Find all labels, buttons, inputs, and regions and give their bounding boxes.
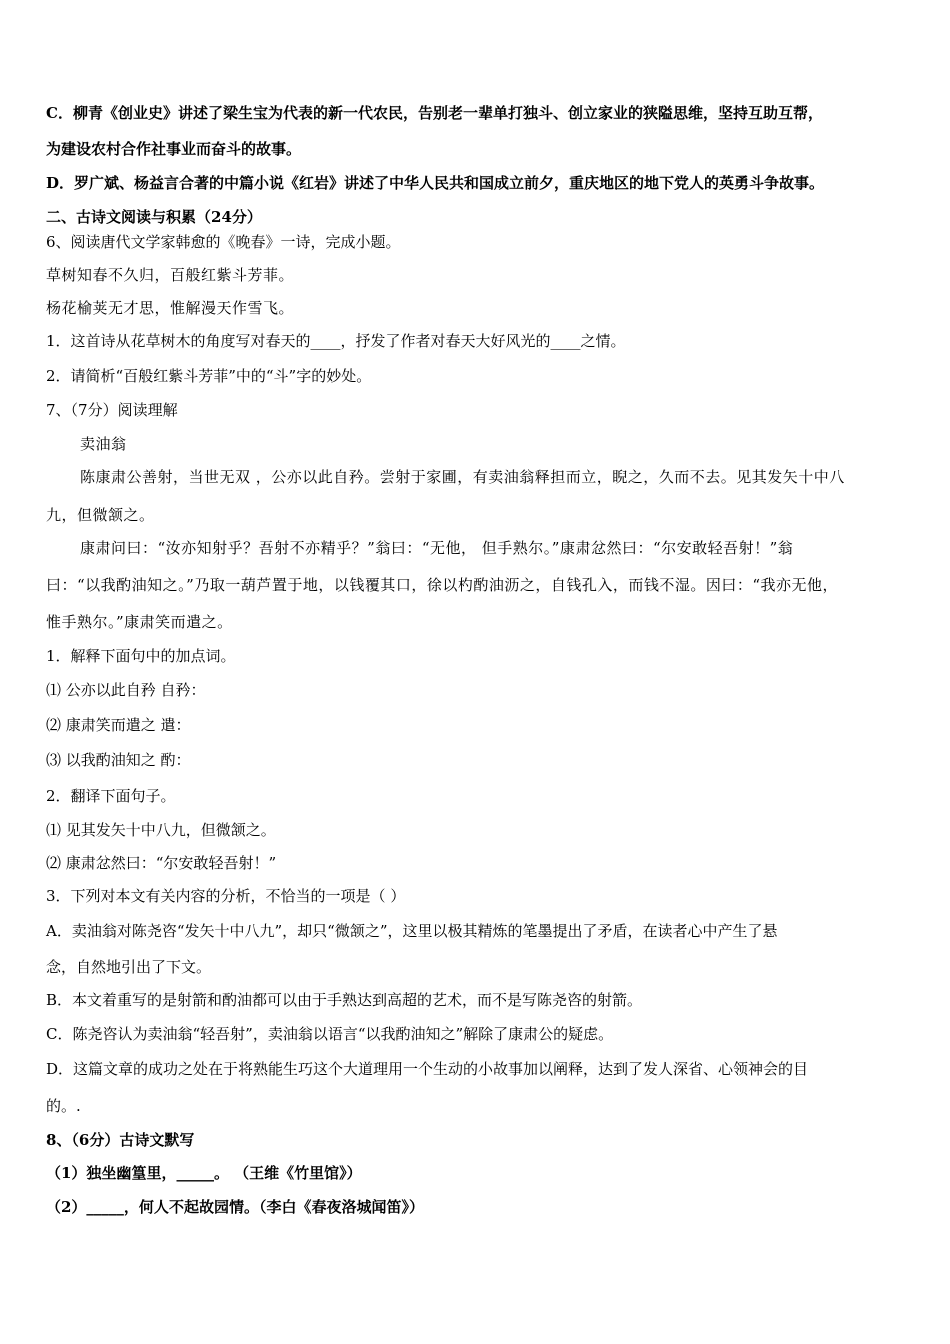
question-6-2: 2．请简析“百般红紫斗芳菲”中的“斗”字的妙处。 [46, 367, 372, 385]
question-7-1-c: ⑶ 以我酌油知之 酌： [46, 751, 191, 769]
question-8: 8、（6分）古诗文默写 [46, 1131, 195, 1149]
question-7-1-b: ⑵ 康肃笑而遣之 遣： [46, 716, 191, 734]
question-7-3: 3．下列对本文有关内容的分析，不恰当的一项是（ ） [46, 887, 406, 905]
option-c-line-1: C．柳青《创业史》讲述了梁生宝为代表的新一代农民，告别老一辈单打独斗、创立家业的狭隘思维，坚持互助互帮， [46, 104, 823, 122]
passage-p1-line-2: 九，但微颔之。 [46, 506, 155, 524]
option-b: B．本文着重写的是射箭和酌油都可以由于手熟达到高超的艺术，而不是写陈尧咨的射箭。 [46, 991, 643, 1009]
question-6: 6、阅读唐代文学家韩愈的《晚春》一诗，完成小题。 [46, 233, 401, 251]
option-a-line-2: 念，自然地引出了下文。 [46, 958, 212, 976]
passage-p1-line-1: 陈康肃公善射，当世无双 ，公亦以此自矜。尝射于家圃，有卖油翁释担而立，睨之，久而不去。见其发矢十中八 [80, 468, 845, 486]
poem-line-2: 杨花榆荚无才思，惟解漫天作雪飞。 [46, 299, 295, 317]
question-6-1: 1．这首诗从花草树木的角度写对春天的____，抒发了作者对春天大好风光的____之情。 [46, 332, 626, 350]
passage-p2-line-2: 曰：“以我酌油知之。”乃取一葫芦置于地，以钱覆其口，徐以杓酌油沥之，自钱孔入，而钱不湿。因曰：“我亦无他， [46, 576, 839, 594]
option-a-line-1: A．卖油翁对陈尧咨“发矢十中八九”，却只“微颔之”，这里以极其精炼的笔墨提出了矛盾，在读者心中产生了悬 [46, 922, 778, 940]
question-7-1-a: ⑴ 公亦以此自矜 自矜： [46, 681, 206, 699]
passage-p2-line-3: 惟手熟尔。”康肃笑而遣之。 [46, 613, 233, 631]
option-d-line-2: 的。. [46, 1097, 81, 1115]
option-d-line-1: D．这篇文章的成功之处在于将熟能生巧这个大道理用一个生动的小故事加以阐释，达到了发人深省、心领神会的目 [46, 1060, 809, 1078]
question-8-2: （2）_____，何人不起故园情。（李白《春夜洛城闻笛》） [46, 1198, 424, 1216]
section-heading: 二、古诗文阅读与积累（24分） [46, 208, 262, 226]
option-c-line-2: 为建设农村合作社事业而奋斗的故事。 [46, 140, 302, 158]
passage-p2-line-1: 康肃问曰：“汝亦知射乎？吾射不亦精乎？”翁曰：“无他， 但手熟尔。”康肃忿然曰：“尔安敢轻吾射！”翁 [80, 539, 794, 557]
question-7-2-b: ⑵ 康肃忿然曰：“尔安敢轻吾射！” [46, 854, 277, 872]
question-8-1: （1）独坐幽篁里，_____。 （王维《竹里馆》） [46, 1164, 362, 1182]
question-7-1: 1．解释下面句中的加点词。 [46, 647, 236, 665]
option-d-line: D．罗广斌、杨益言合著的中篇小说《红岩》讲述了中华人民共和国成立前夕，重庆地区的地下党人的英勇斗争故事。 [46, 174, 825, 192]
poem-line-1: 草树知春不久归，百般红紫斗芳菲。 [46, 266, 295, 284]
passage-title: 卖油翁 [80, 435, 127, 453]
question-7-2: 2．翻译下面句子。 [46, 787, 176, 805]
option-c: C．陈尧咨认为卖油翁“轻吾射”，卖油翁以语言“以我酌油知之”解除了康肃公的疑虑。 [46, 1025, 614, 1043]
question-7: 7、（7分）阅读理解 [46, 401, 178, 419]
question-7-2-a: ⑴ 见其发矢十中八九，但微颔之。 [46, 821, 276, 839]
